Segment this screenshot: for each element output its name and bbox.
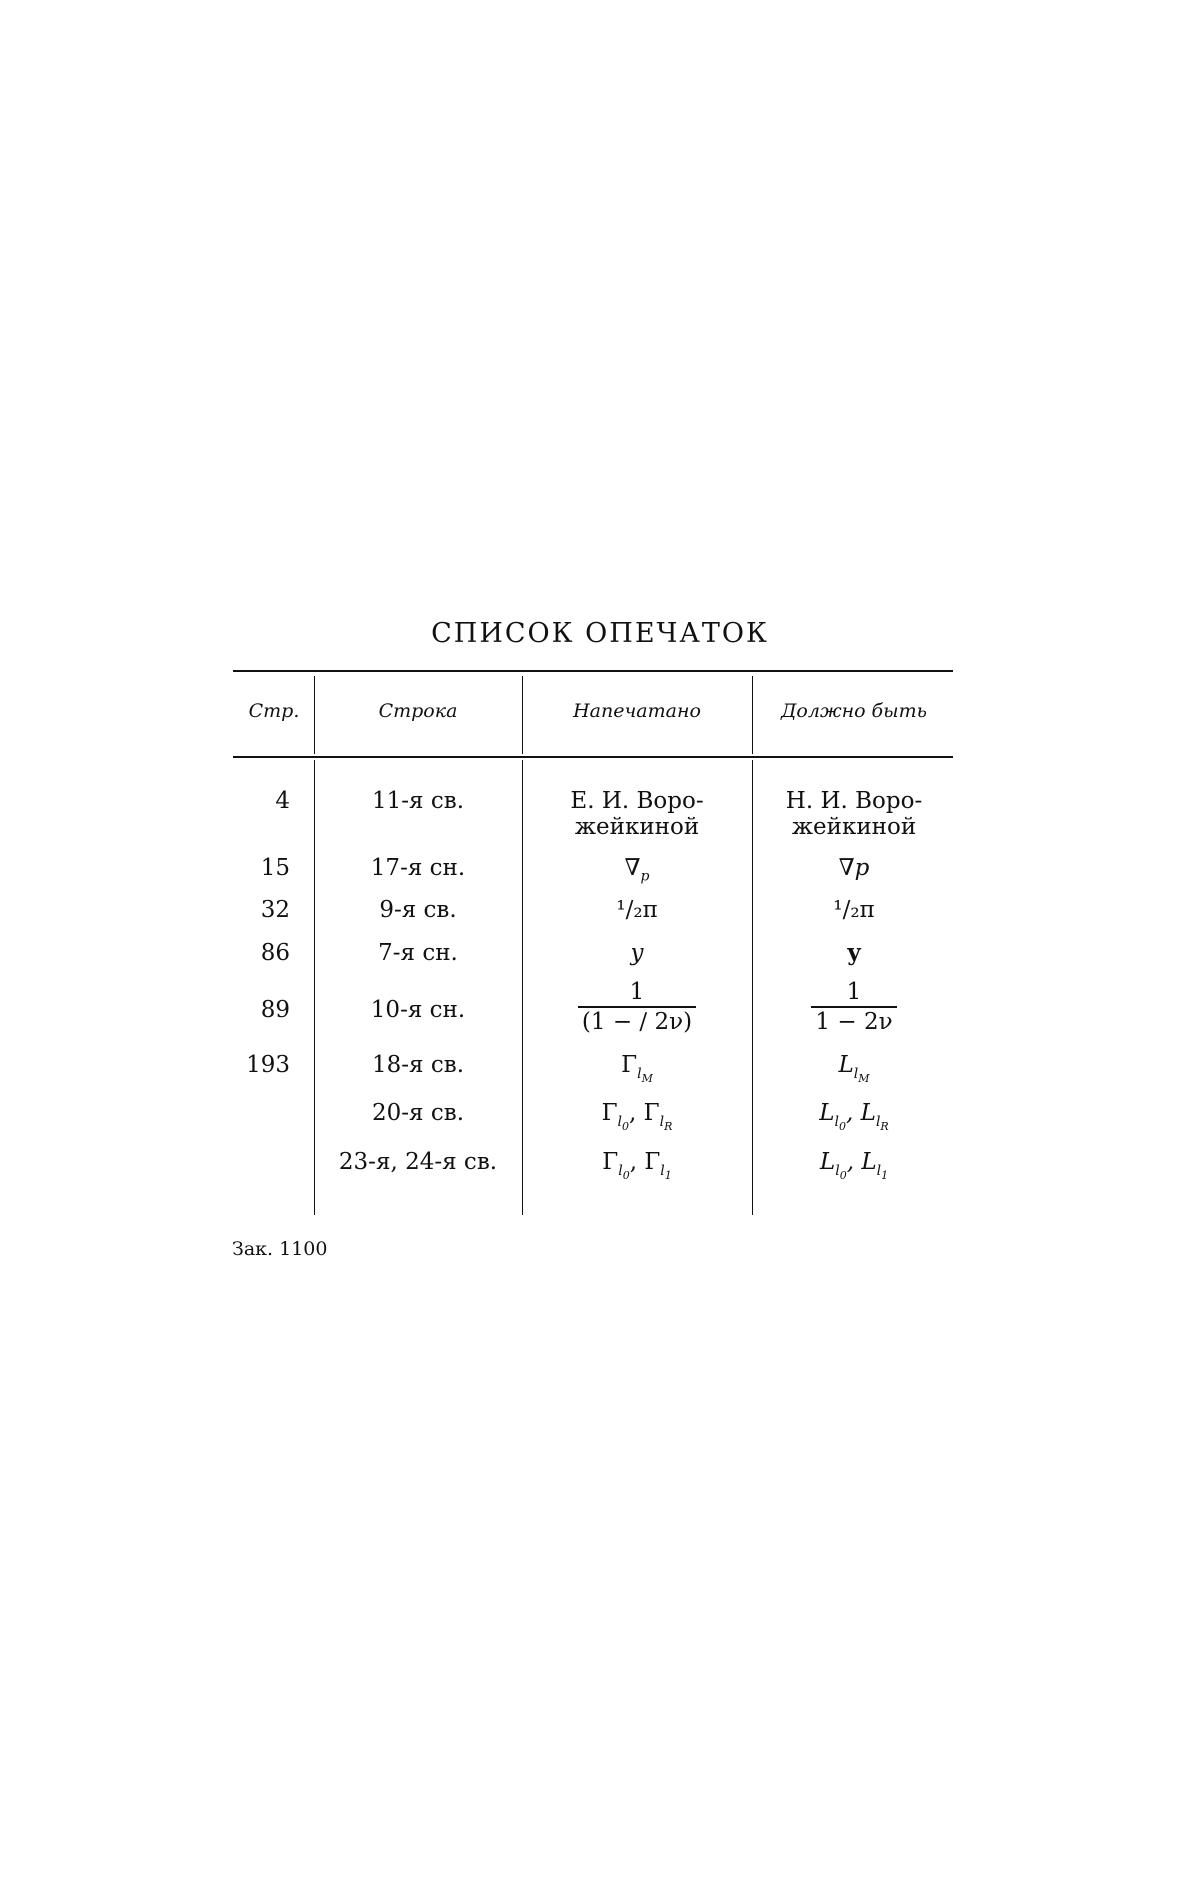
gamma-symbol: Γ [644, 1149, 661, 1175]
sub-subscript: R [880, 1119, 889, 1133]
should-be-line-2: жейкиной [791, 814, 917, 840]
subscript: l [835, 1162, 840, 1179]
header-should-be: Должно быть [780, 700, 927, 722]
row-should-be [754, 786, 954, 842]
denominator: (1 − ∕ 2ν) [578, 1006, 696, 1036]
row-should-be: ¹/₂π [833, 897, 875, 923]
gamma-symbol: Γ [602, 1149, 619, 1175]
row-printed [524, 978, 750, 1036]
column-divider [314, 760, 315, 1215]
row-should-be: $L_{l_0}$, $L_{l_R}$ [819, 1100, 889, 1133]
row-printed: y [630, 940, 644, 966]
l-symbol: L [838, 1052, 854, 1078]
sub-subscript: M [641, 1071, 653, 1085]
sub-subscript: 0 [622, 1119, 630, 1133]
variable: p [854, 855, 870, 881]
row-printed [524, 1050, 750, 1093]
fraction [578, 978, 696, 1036]
row-printed [524, 786, 750, 842]
fraction [811, 978, 896, 1036]
denominator: 1 − 2ν [811, 1006, 896, 1036]
subscript: l [834, 1113, 840, 1130]
l-symbol: L [819, 1100, 835, 1126]
table-top-rule [233, 670, 953, 672]
sub-subscript: 1 [881, 1168, 889, 1182]
subscript: l [853, 1065, 859, 1082]
row-should-be: $L_{l_0}$, $L_{l_1}$ [819, 1149, 889, 1182]
row-line: 10-я сн. [370, 997, 466, 1023]
page-title: СПИСОК ОПЕЧАТОК [431, 618, 769, 649]
column-divider [752, 676, 753, 754]
row-page: 89 [260, 997, 290, 1023]
subscript: l [617, 1113, 623, 1130]
footer-order-number: Зак. 1100 [232, 1238, 328, 1260]
table-header-rule [233, 756, 953, 758]
numerator: 1 [846, 979, 862, 1005]
row-should-be [754, 853, 954, 883]
gamma-symbol: Γ [621, 1052, 638, 1078]
should-be-line-1: Н. И. Воро- [785, 788, 923, 814]
subscript: l [875, 1113, 881, 1130]
subscript: l [637, 1065, 642, 1082]
row-line: 18-я св. [372, 1052, 464, 1078]
gamma-symbol: Γ [601, 1100, 618, 1126]
row-line: 20-я св. [372, 1100, 464, 1126]
row-line: 17-я сн. [370, 855, 466, 881]
column-divider [314, 676, 315, 754]
row-page: 32 [260, 897, 290, 923]
row-printed: $\Gamma_{l_0}$, $\Gamma_{l_1}$ [602, 1149, 672, 1182]
row-line: 11-я св. [372, 788, 464, 814]
row-line: 9-я св. [379, 897, 457, 923]
subscript: l [618, 1162, 623, 1179]
subscript: l [659, 1113, 665, 1130]
row-printed [524, 853, 750, 892]
printed-line-1: Е. И. Воро- [570, 788, 704, 814]
l-symbol: L [861, 1149, 877, 1175]
header-page: Стр. [248, 700, 300, 722]
row-line: 23-я, 24-я св. [338, 1149, 498, 1175]
numerator: 1 [629, 979, 645, 1005]
gamma-symbol: Γ [643, 1100, 660, 1126]
header-line: Строка [378, 700, 458, 722]
l-symbol: L [819, 1149, 836, 1175]
nabla-symbol: ∇ [838, 855, 855, 881]
header-printed: Напечатано [573, 700, 701, 722]
subscript: l [876, 1162, 882, 1179]
row-should-be [754, 1050, 954, 1093]
row-printed: ¹/₂π [616, 897, 658, 923]
row-line: 7-я сн. [378, 940, 458, 966]
row-should-be: y [847, 939, 861, 966]
sub-subscript: R [664, 1119, 673, 1133]
sub-subscript: 1 [664, 1168, 672, 1182]
l-symbol: L [860, 1100, 876, 1126]
subscript: p [640, 868, 650, 885]
sub-subscript: 0 [839, 1119, 847, 1133]
sub-subscript: 0 [839, 1168, 847, 1182]
row-page: 86 [260, 940, 290, 966]
column-divider [522, 760, 523, 1215]
column-divider [752, 760, 753, 1215]
column-divider [522, 676, 523, 754]
row-should-be [754, 978, 954, 1036]
row-page: 193 [246, 1052, 290, 1078]
printed-line-2: жейкиной [574, 814, 700, 840]
sub-subscript: 0 [622, 1168, 630, 1182]
sub-subscript: M [858, 1071, 870, 1085]
nabla-symbol: ∇ [624, 855, 641, 881]
row-page: 4 [275, 788, 290, 814]
row-page: 15 [260, 855, 290, 881]
subscript: l [660, 1162, 665, 1179]
row-printed: $\Gamma_{l_0}$, $\Gamma_{l_R}$ [601, 1100, 673, 1133]
